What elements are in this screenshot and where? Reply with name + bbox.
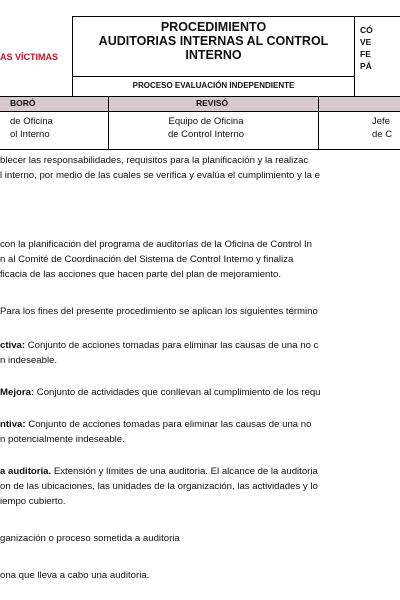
definition-preventive-text: Conjunto de acciones tomadas para eliminar las causas de una no (25, 419, 312, 430)
scope-line-2: n al Comité de Coordinación del Sistema de Control Interno y finaliza (0, 254, 294, 265)
header-elaboro: BORÓ (10, 98, 36, 108)
approvals-body-divider-1 (108, 111, 109, 149)
scope-line-1: con la planificación del programa de auditorías de la Oficina de Control In (0, 239, 312, 250)
meta-date-label: FE (360, 49, 371, 59)
header-rule-middle (72, 76, 355, 77)
approvals-table (0, 97, 400, 149)
definition-corrective (0, 338, 318, 353)
definition-auditor: ona que lleva a cabo una auditoria. (0, 570, 150, 581)
definition-improvement-term: Mejora: (0, 387, 35, 398)
logo (0, 16, 72, 96)
aprobo-line-1: Jefe (372, 116, 390, 127)
approvals-body-row (0, 111, 400, 150)
elaboro-cell (10, 115, 53, 141)
title-line-3: INTERNO (185, 48, 242, 62)
definition-improvement-text: Conjunto de actividades que conllevan al cumplimiento de los requ (34, 387, 321, 398)
title-line-2: AUDITORIAS INTERNAS AL CONTROL (98, 34, 329, 48)
header-divider-right (354, 16, 355, 96)
reviso-line-1: Equipo de Oficina (168, 116, 244, 127)
definition-audit-scope-term: a auditoria. (0, 466, 52, 477)
meta-code-label: CÓ (360, 25, 373, 35)
definition-improvement (0, 385, 321, 400)
definition-audit-scope-line-2: on de las ubicaciones, las unidades de la organización, las actividades y lo (0, 481, 318, 492)
definition-corrective-line-2: n indeseable. (0, 355, 58, 366)
definition-audit-scope (0, 464, 318, 479)
approvals-body-divider-2 (318, 111, 319, 149)
elaboro-line-2: ol Interno (10, 129, 50, 140)
meta-version-label: VE (360, 37, 372, 47)
aprobo-line-2: de C (372, 129, 393, 140)
definition-audit-scope-text: Extensión y límites de una auditoria. El alcance de la auditoria (51, 466, 318, 477)
document-metadata (360, 24, 373, 72)
document-title (73, 20, 354, 62)
definition-corrective-text: Conjunto de acciones tomadas para eliminar las causas de una no c (25, 340, 319, 351)
approvals-header-divider-1 (108, 97, 109, 111)
aprobo-cell (372, 115, 392, 141)
definitions-intro: Para los fines del presente procedimiento se aplican los siguientes término (0, 306, 318, 317)
definition-preventive-term: ntiva: (0, 419, 26, 430)
reviso-line-2: de Control Interno (167, 129, 245, 140)
elaboro-line-1: de Oficina (10, 116, 53, 127)
header-rule-top (72, 16, 400, 17)
approvals-header-divider-2 (318, 97, 319, 111)
definition-corrective-term: ctiva: (0, 340, 26, 351)
definition-preventive (0, 417, 311, 432)
header-reviso: REVISÓ (196, 98, 229, 108)
logo-text: AS VÍCTIMAS (0, 52, 59, 62)
objective-line-1: blecer las responsabilidades, requisitos para la planificación y la realizac (0, 155, 309, 166)
approvals-header-row (0, 97, 400, 112)
process-subtitle: PROCESO EVALUACIÓN INDEPENDIENTE (132, 81, 295, 90)
definition-preventive-line-2: n potencialmente indeseable. (0, 434, 125, 445)
scope-line-3: ficacia de las acciones que hacen parte del plan de mejoramiento. (0, 269, 282, 280)
definition-audit-scope-line-3: iempo cubierto. (0, 496, 66, 507)
title-line-1: PROCEDIMIENTO (160, 20, 267, 34)
meta-page-label: PÁ (360, 61, 372, 71)
definition-auditee: ganización o proceso sometida a auditoria (0, 533, 180, 544)
objective-line-2: l interno, por medio de las cuales se verifica y evalúa el cumplimiento y la e (0, 170, 320, 181)
reviso-cell (144, 115, 268, 141)
